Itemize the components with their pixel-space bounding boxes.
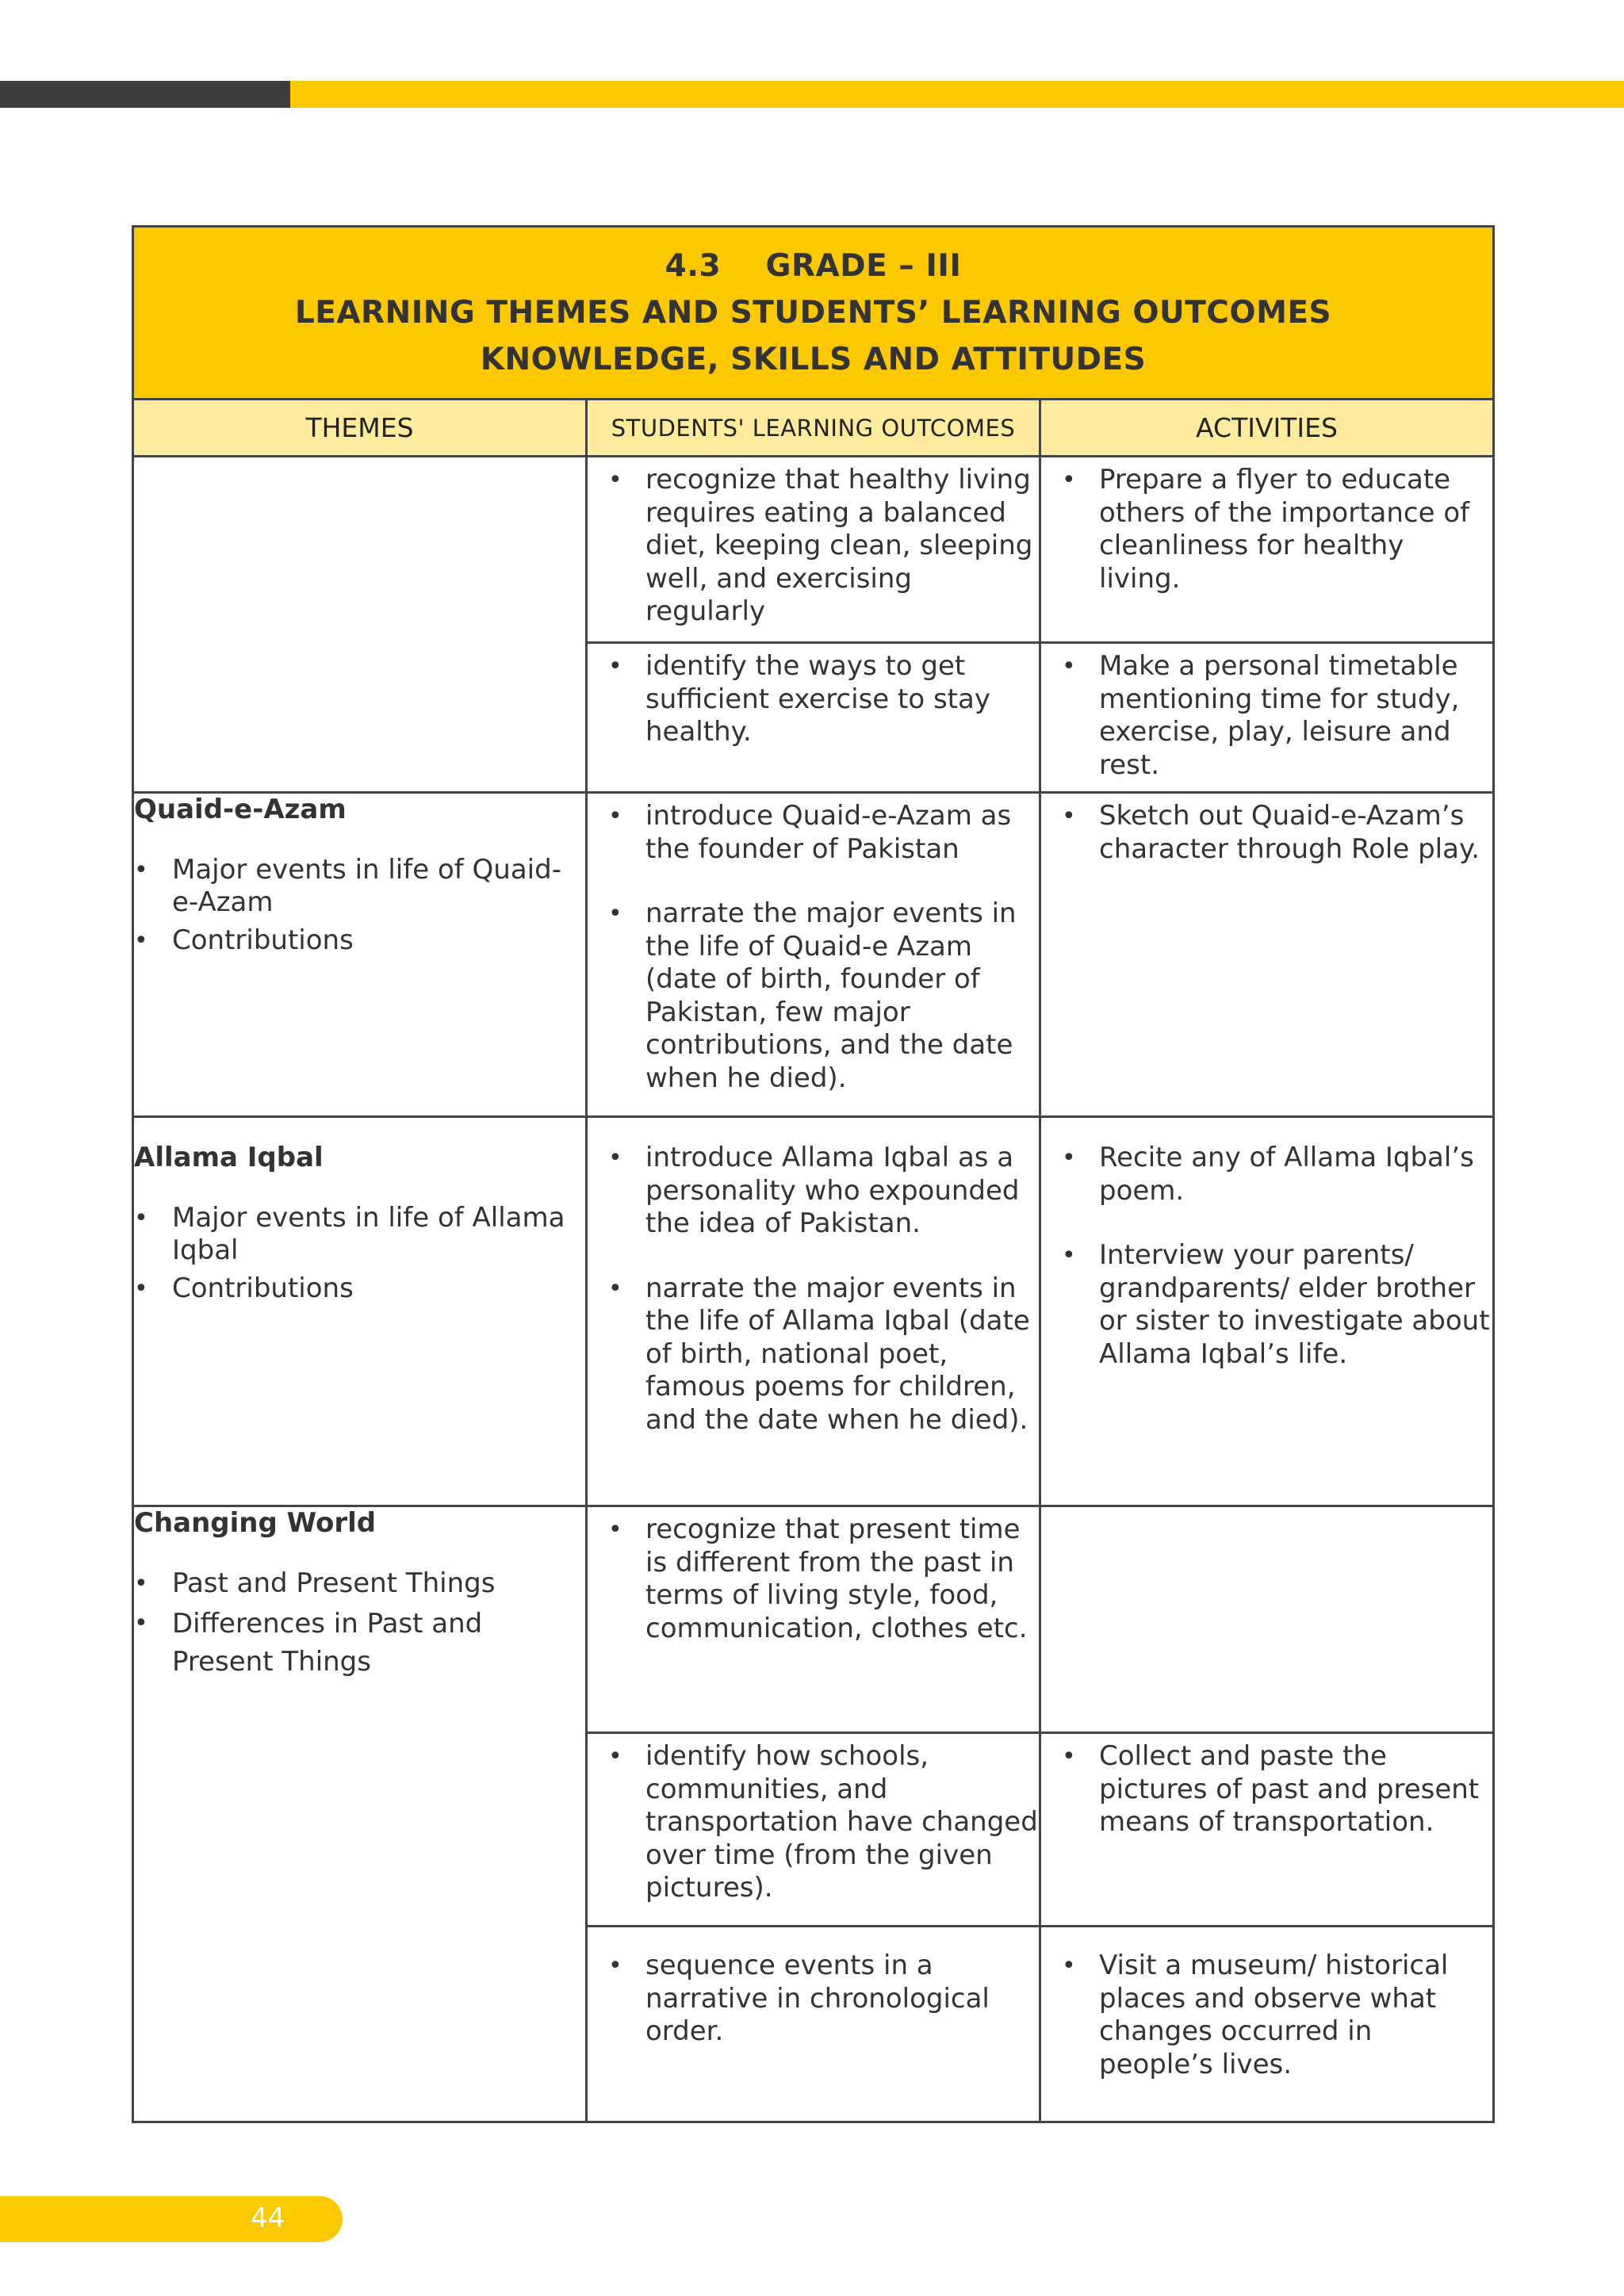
page-number-tab (0, 2196, 343, 2242)
list-item: • Collect and paste the pictures of past and present means of transportation. (1041, 1740, 1492, 1839)
activity-cell (1040, 457, 1494, 643)
list-item: • identify how schools, communities, and transportation have changed over time (from the given pictures). (588, 1740, 1039, 1905)
outcome-cell (587, 793, 1040, 1117)
list-item: • recognize that present time is different from the past in terms of living style, food, communication, clothes etc. (588, 1513, 1039, 1645)
activity-cell (1040, 1927, 1494, 2122)
list-item: • recognize that healthy living requires eating a balanced diet, keeping clean, sleeping well, and exercising regularly (588, 464, 1039, 629)
list-item: • Major events in life of Quaid-e-Azam (134, 854, 585, 920)
column-header-themes: THEMES (133, 400, 587, 457)
list-item: • Visit a museum/ historical places and observe what changes occurred in people’s lives. (1041, 1950, 1492, 2081)
grade-heading: 4.3 GRADE – III (665, 248, 962, 284)
list-item: • Contributions (134, 924, 585, 958)
column-header-activities: ACTIVITIES (1040, 400, 1494, 457)
activity-cell (1040, 643, 1494, 793)
theme-title: Allama Iqbal (134, 1142, 324, 1173)
list-item: • Major events in life of Allama Iqbal (134, 1202, 585, 1268)
list-item: • Prepare a flyer to educate others of the importance of cleanliness for healthy living. (1041, 464, 1492, 595)
theme-title: Quaid-e-Azam (134, 794, 347, 825)
outcome-cell (587, 1733, 1040, 1927)
top-bar-dark (0, 81, 290, 108)
list-item: • Sketch out Quaid-e-Azam’s character through Role play. (1041, 800, 1492, 866)
theme-cell-health (133, 457, 587, 793)
theme-title: Changing World (134, 1507, 377, 1539)
list-item: • Recite any of Allama Iqbal’s poem. (1041, 1142, 1492, 1207)
activity-cell-empty (1040, 1506, 1494, 1733)
list-item: • introduce Quaid-e-Azam as the founder of Pakistan (588, 800, 1039, 866)
activity-cell (1040, 1733, 1494, 1927)
outcome-cell (587, 1117, 1040, 1506)
list-item: • Differences in Past and Present Things (134, 1605, 585, 1681)
outcome-cell (587, 1927, 1040, 2122)
outcome-cell (587, 457, 1040, 643)
theme-cell-changing (133, 1506, 587, 2122)
activity-cell (1040, 1117, 1494, 1506)
list-item: • Make a personal timetable mentioning time for study, exercise, play, leisure and rest. (1041, 650, 1492, 782)
column-header-outcomes: STUDENTS' LEARNING OUTCOMES (587, 400, 1040, 457)
learning-outcomes-table (132, 225, 1495, 2123)
outcome-cell (587, 1506, 1040, 1733)
list-item: • sequence events in a narrative in chronological order. (588, 1950, 1039, 2049)
list-item: • introduce Allama Iqbal as a personality who expounded the idea of Pakistan. (588, 1142, 1039, 1241)
heading-line-2: LEARNING THEMES AND STUDENTS’ LEARNING OUTCOMES (294, 295, 1332, 331)
top-bar-yellow (290, 81, 1624, 108)
list-item: • Interview your parents/ grandparents/ elder brother or sister to investigate about Allama Iqbal’s life. (1041, 1239, 1492, 1371)
activity-cell (1040, 793, 1494, 1117)
table-title (133, 227, 1494, 400)
list-item: • narrate the major events in the life of Allama Iqbal (date of birth, national poet, famous poems for children, and the date when he died). (588, 1272, 1039, 1437)
list-item: • Contributions (134, 1272, 585, 1306)
theme-cell-quaid (133, 793, 587, 1117)
heading-line-3: KNOWLEDGE, SKILLS AND ATTITUDES (480, 342, 1147, 377)
list-item: • Past and Present Things (134, 1567, 585, 1601)
outcome-cell (587, 643, 1040, 793)
list-item: • identify the ways to get sufficient exercise to stay healthy. (588, 650, 1039, 749)
theme-cell-iqbal (133, 1117, 587, 1506)
page-number: 44 (251, 2202, 285, 2234)
list-item: • narrate the major events in the life of Quaid-e Azam (date of birth, founder of Pakistan, few major contributions, and the date when he died). (588, 897, 1039, 1095)
